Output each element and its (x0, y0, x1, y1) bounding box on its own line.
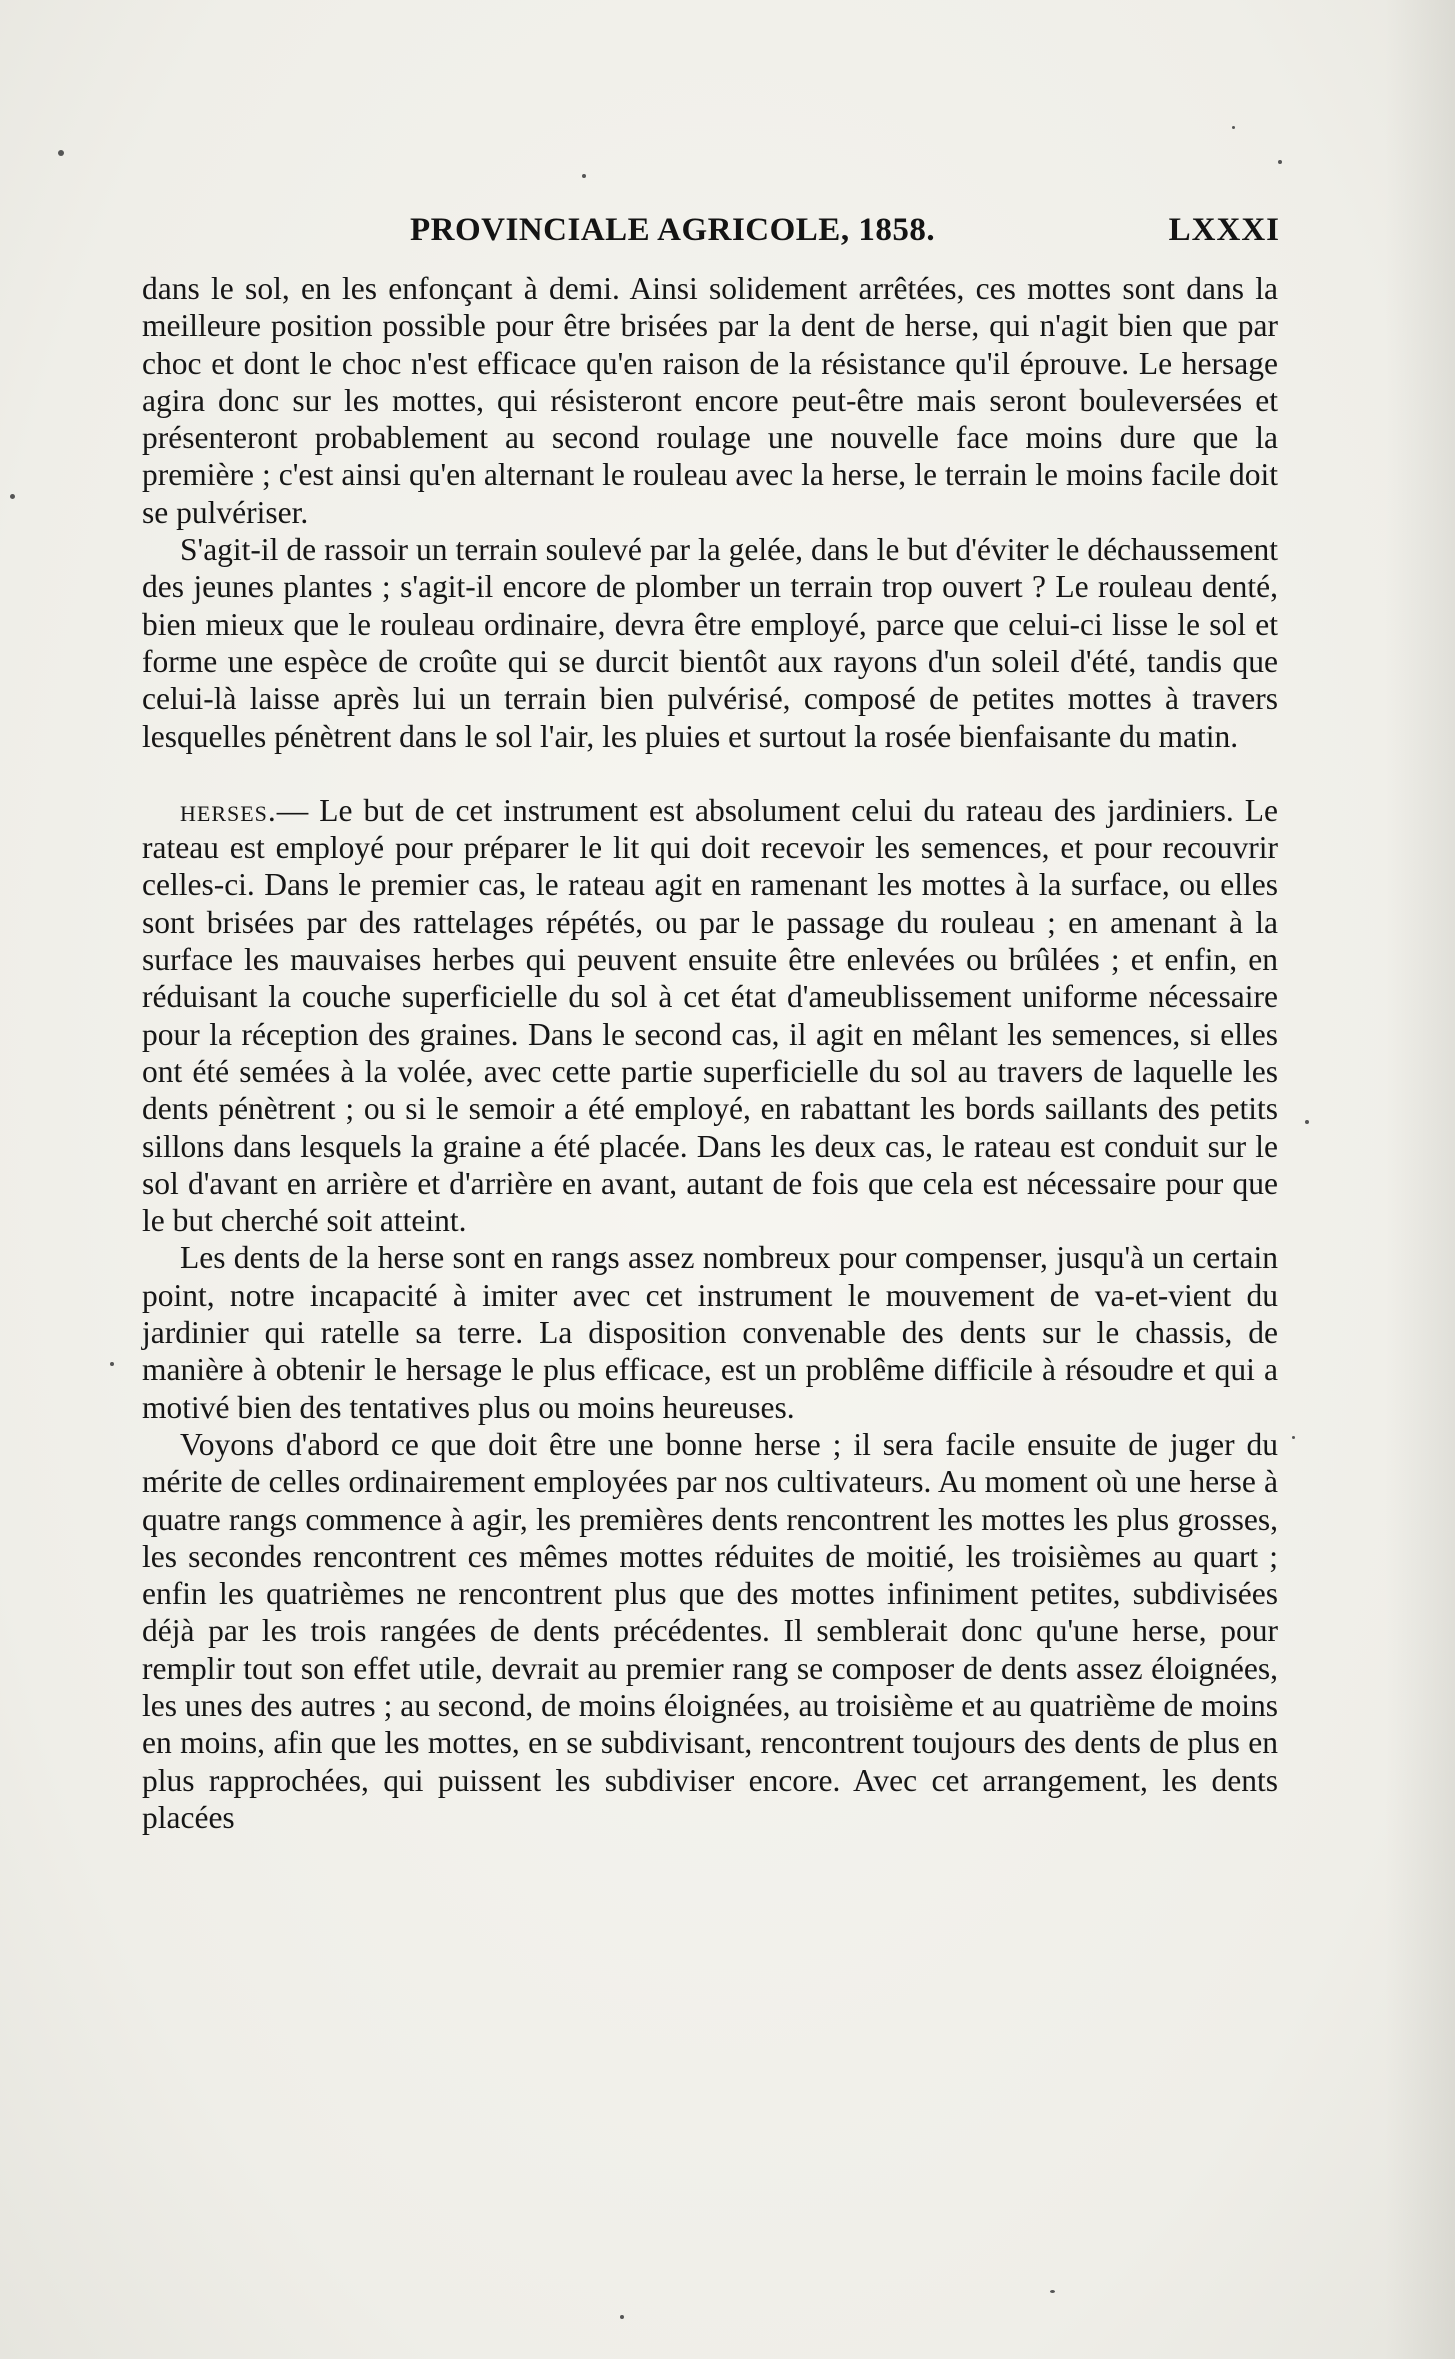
paragraph-2 (142, 531, 1278, 755)
paragraph-5-text: Voyons d'abord ce que doit être une bonne herse ; il sera facile ensuite de juger du mérite de celles ordinairement employées par nos cultivateurs. Au moment où une herse à quatre rangs commence à agir, les premières dents rencontrent les mottes les plus grosses, les secondes rencontrent ces mêmes mottes réduites de moitié, les troisièmes au quart ; enfin les quatrièmes ne rencontrent plus que des mottes infiniment petites, subdivisées déjà par les trois rangées de dents précédentes. Il semblerait donc qu'une herse, pour remplir tout son effet utile, devrait au premier rang se composer de dents assez éloignées, les unes des autres ; au second, de moins éloignées, au troisième et au quatrième de moins en moins, afin que les mottes, en se subdivisant, rencontrent toujours des dents de plus en plus rapprochées, qui puissent les subdiviser encore. Avec cet arrangement, les dents placées (142, 1426, 1278, 1835)
page-number: LXXXI (1168, 212, 1280, 248)
body-text (142, 270, 1278, 1836)
scan-speck (620, 2315, 624, 2319)
scan-speck (1232, 126, 1235, 129)
paragraph-4-text: Les dents de la herse sont en rangs assez nombreux pour compenser, jusqu'à un certain point, notre incapacité à imiter avec cet instrument le mouvement de va-et-vient du jardinier qui ratelle sa terre. La disposition convenable des dents sur le chassis, de manière à obtenir le hersage le plus efficace, est un problême difficile à résoudre et qui a motivé bien des tentatives plus ou moins heureuses. (142, 1240, 1278, 1425)
scan-speck (1292, 1436, 1295, 1439)
page-header (180, 212, 1280, 262)
scan-speck (10, 494, 15, 499)
paragraph-5 (142, 1426, 1278, 1836)
paragraph-4 (142, 1239, 1278, 1425)
running-title: PROVINCIALE AGRICOLE, 1858. (410, 212, 936, 248)
paragraph-1 (142, 270, 1278, 531)
section-heading: herses. (180, 792, 277, 828)
scan-speck (110, 1362, 114, 1366)
scan-speck (1050, 2290, 1055, 2293)
scan-speck (58, 150, 64, 156)
scan-speck (582, 174, 586, 178)
scan-speck (1278, 160, 1282, 164)
paragraph-2-text: S'agit-il de rassoir un terrain soulevé par la gelée, dans le but d'éviter le déchaussement des jeunes plantes ; s'agit-il encore de plomber un terrain trop ouvert ? Le rouleau denté, bien mieux que le rouleau ordinaire, devra être employé, parce que celui-ci lisse le sol et forme une espèce de croûte qui se durcit bientôt aux rayons d'un soleil d'été, tandis que celui-là laisse après lui un terrain bien pulvérisé, composé de petites mottes à travers lesquelles pénètrent dans le sol l'air, les pluies et surtout la rosée bienfaisante du matin. (142, 532, 1278, 754)
page-edge-shadow (1385, 0, 1455, 2359)
paragraph-3 (142, 792, 1278, 1240)
paragraph-3-text: — Le but de cet instrument est absolument celui du rateau des jardiniers. Le rateau est employé pour préparer le lit qui doit recevoir les semences, et pour recouvrir celles-ci. Dans le premier cas, le rateau agit en ramenant les mottes à la surface, ou elles sont brisées par des rattelages répétés, ou par le passage du rouleau ; en amenant à la surface les mauvaises herbes qui peuvent ensuite être enlevées ou brûlées ; et enfin, en réduisant la couche superficielle du sol à cet état d'ameublissement uniforme nécessaire pour la réception des graines. Dans le second cas, il agit en mêlant les semences, si elles ont été semées à la volée, avec cette partie superficielle du sol au travers de laquelle les dents pénètrent ; ou si le semoir a été employé, en rabattant les bords saillants des petits sillons dans lesquels la graine a été placée. Dans les deux cas, le rateau est conduit sur le sol d'avant en arrière et d'arrière en avant, autant de fois que cela est nécessaire pour que le but cherché soit atteint. (142, 792, 1278, 1239)
paragraph-1-text: dans le sol, en les enfonçant à demi. Ainsi solidement arrêtées, ces mottes sont dans la meilleure position possible pour être brisées par la dent de herse, qui n'agit bien que par choc et dont le choc n'est efficace qu'en raison de la résistance qu'il éprouve. Le hersage agira donc sur les mottes, qui résisteront encore peut-être mais seront bouleversées et présenteront probablement au second roulage une nouvelle face moins dure que la première ; c'est ainsi qu'en alternant le rouleau avec la herse, le terrain le moins facile doit se pulvériser. (142, 271, 1278, 530)
scan-speck (1305, 1120, 1309, 1124)
